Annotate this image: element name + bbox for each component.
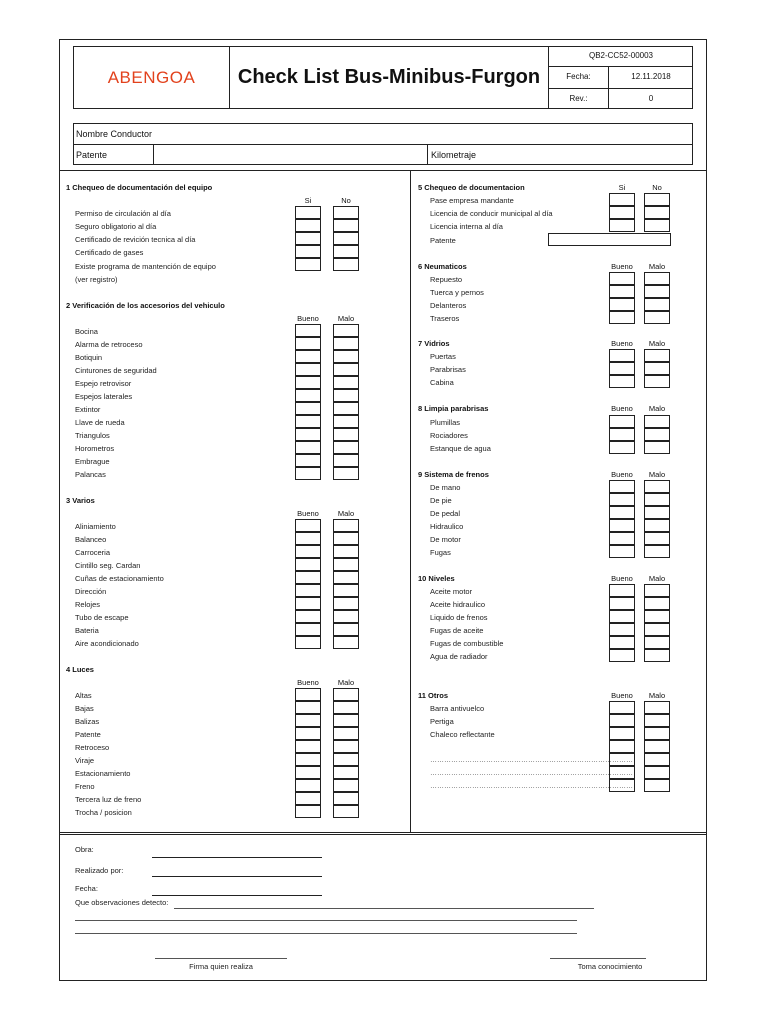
checkbox[interactable]: [609, 701, 635, 714]
s8-col-malo: Malo: [648, 404, 666, 413]
checkbox[interactable]: [609, 311, 635, 324]
checkbox[interactable]: [295, 324, 321, 337]
checkbox[interactable]: [644, 753, 670, 766]
s4-item: Estacionamiento: [75, 769, 131, 778]
s9-item: De motor: [430, 535, 461, 544]
checkbox[interactable]: [644, 272, 670, 285]
s2-item: Bocina: [75, 327, 98, 336]
checkbox[interactable]: [644, 193, 670, 206]
s7-item: Cabina: [430, 378, 454, 387]
s8-col-bueno: Bueno: [611, 404, 633, 413]
obra-line[interactable]: [152, 857, 322, 858]
s9-item: De mano: [430, 483, 461, 492]
observaciones-line[interactable]: [75, 933, 577, 934]
s2-col-malo: Malo: [337, 314, 355, 323]
checkbox[interactable]: [644, 362, 670, 375]
checkbox[interactable]: [609, 193, 635, 206]
checkbox[interactable]: [644, 480, 670, 493]
s2-item: Botiquin: [75, 353, 103, 362]
checkbox[interactable]: [333, 441, 359, 454]
checkbox[interactable]: [609, 285, 635, 298]
s11-col-malo: Malo: [648, 691, 666, 700]
checkbox[interactable]: [609, 532, 635, 545]
checkbox[interactable]: [609, 740, 635, 753]
checkbox[interactable]: [333, 571, 359, 584]
checkbox[interactable]: [295, 454, 321, 467]
checkbox[interactable]: [644, 636, 670, 649]
checkbox[interactable]: [333, 245, 359, 258]
obra-label: Obra:: [75, 845, 94, 854]
checkbox[interactable]: [295, 584, 321, 597]
toma-line[interactable]: [550, 958, 646, 959]
checkbox[interactable]: [644, 285, 670, 298]
checkbox[interactable]: [644, 519, 670, 532]
checkbox[interactable]: [644, 219, 670, 232]
checkbox[interactable]: [609, 714, 635, 727]
s6-item: Repuesto: [430, 275, 463, 284]
checkbox[interactable]: [333, 232, 359, 245]
checkbox[interactable]: [333, 714, 359, 727]
s2-item: Cinturones de seguridad: [75, 366, 157, 375]
s2-item: Llave de rueda: [75, 418, 125, 427]
checkbox[interactable]: [295, 519, 321, 532]
checkbox[interactable]: [295, 376, 321, 389]
checkbox[interactable]: [333, 597, 359, 610]
checkbox[interactable]: [295, 805, 321, 818]
document-code: QB2-CC52-00003: [588, 51, 654, 60]
s10-col-bueno: Bueno: [611, 574, 633, 583]
checkbox[interactable]: [609, 623, 635, 636]
checkbox[interactable]: [644, 584, 670, 597]
checkbox[interactable]: [333, 610, 359, 623]
s4-item: Balizas: [75, 717, 100, 726]
checkbox[interactable]: [295, 363, 321, 376]
toma-label: Toma conocimiento: [577, 962, 643, 971]
checkbox[interactable]: [295, 232, 321, 245]
s10-item: Aceite motor: [430, 587, 473, 596]
checkbox[interactable]: [644, 701, 670, 714]
checkbox[interactable]: [609, 441, 635, 454]
checkbox[interactable]: [644, 428, 670, 441]
checkbox[interactable]: [609, 219, 635, 232]
s3-col-malo: Malo: [337, 509, 355, 518]
checkbox[interactable]: [609, 519, 635, 532]
checkbox[interactable]: [644, 545, 670, 558]
s6-col-bueno: Bueno: [611, 262, 633, 271]
s3-col-bueno: Bueno: [297, 509, 319, 518]
checkbox[interactable]: [644, 623, 670, 636]
s10-item: Liquido de frenos: [430, 613, 488, 622]
checkbox[interactable]: [295, 766, 321, 779]
checkbox[interactable]: [295, 688, 321, 701]
checkbox[interactable]: [333, 727, 359, 740]
s9-col-malo: Malo: [648, 470, 666, 479]
checkbox[interactable]: [295, 219, 321, 232]
s5-col-si: Si: [618, 183, 626, 192]
s5-item: Patente: [430, 236, 456, 245]
checkbox[interactable]: [333, 415, 359, 428]
checkbox[interactable]: [609, 610, 635, 623]
s11-item: Barra antivuelco: [430, 704, 485, 713]
checkbox[interactable]: [295, 571, 321, 584]
checkbox[interactable]: [295, 610, 321, 623]
s3-item: Aliniamiento: [75, 522, 116, 531]
s1-col-no: No: [341, 196, 351, 205]
s9-item: De pie: [430, 496, 452, 505]
section-5-title: 5 Chequeo de documentacion: [418, 183, 525, 192]
observaciones-label: Que observaciones detecto:: [75, 898, 169, 907]
checkbox[interactable]: [295, 415, 321, 428]
realizado-label: Realizado por:: [75, 866, 124, 875]
s4-item: Altas: [75, 691, 92, 700]
checkbox[interactable]: [333, 532, 359, 545]
s11-blank-line[interactable]: ……………………………………………………………………………: [430, 770, 633, 777]
patente-label: Patente: [76, 150, 108, 160]
kilometraje-field[interactable]: [490, 146, 690, 164]
s11-item: Pertiga: [430, 717, 454, 726]
checkbox[interactable]: [295, 206, 321, 219]
s9-item: Fugas: [430, 548, 451, 557]
checkbox[interactable]: [644, 441, 670, 454]
section-6-title: 6 Neumaticos: [418, 262, 467, 271]
checkbox[interactable]: [609, 428, 635, 441]
s6-col-malo: Malo: [648, 262, 666, 271]
s10-col-malo: Malo: [648, 574, 666, 583]
checkbox[interactable]: [333, 766, 359, 779]
checkbox[interactable]: [333, 376, 359, 389]
s2-item: Triangulos: [75, 431, 110, 440]
nombre-conductor-label: Nombre Conductor: [76, 129, 153, 139]
checkbox[interactable]: [333, 219, 359, 232]
checkbox[interactable]: [295, 701, 321, 714]
checkbox[interactable]: [644, 766, 670, 779]
firma-line[interactable]: [155, 958, 287, 959]
checkbox[interactable]: [644, 779, 670, 792]
checkbox[interactable]: [609, 727, 635, 740]
s11-blank-line[interactable]: ……………………………………………………………………………: [430, 757, 633, 764]
checkbox[interactable]: [333, 206, 359, 219]
checkbox[interactable]: [644, 493, 670, 506]
checkbox[interactable]: [644, 714, 670, 727]
section-3-title: 3 Varios: [66, 496, 95, 505]
checkbox[interactable]: [333, 350, 359, 363]
s4-col-malo: Malo: [337, 678, 355, 687]
realizado-line[interactable]: [152, 876, 322, 877]
s8-item: Plumillas: [430, 418, 461, 427]
checkbox[interactable]: [333, 545, 359, 558]
checkbox[interactable]: [609, 649, 635, 662]
section-8-title: 8 Limpia parabrisas: [418, 404, 489, 413]
checkbox[interactable]: [295, 350, 321, 363]
checkbox[interactable]: [295, 337, 321, 350]
checkbox[interactable]: [295, 714, 321, 727]
s5-item: Licencia interna al día: [430, 222, 503, 231]
s3-item: Balanceo: [75, 535, 107, 544]
s3-item: Aire acondicionado: [75, 639, 139, 648]
checkbox[interactable]: [295, 753, 321, 766]
checkbox[interactable]: [609, 636, 635, 649]
patente-input[interactable]: [548, 233, 671, 246]
s9-item: Hidraulico: [430, 522, 464, 531]
checkbox[interactable]: [333, 454, 359, 467]
section-1-title: 1 Chequeo de documentación del equipo: [66, 183, 213, 192]
s4-item: Trocha / posicion: [75, 808, 132, 817]
fecha-line[interactable]: [152, 895, 322, 896]
checkbox[interactable]: [644, 298, 670, 311]
s2-col-bueno: Bueno: [297, 314, 319, 323]
checkbox[interactable]: [644, 311, 670, 324]
s5-item: Licencia de conducir municipal al día: [430, 209, 553, 218]
s3-item: Tubo de escape: [75, 613, 129, 622]
checkbox[interactable]: [333, 519, 359, 532]
s4-item: Retroceso: [75, 743, 110, 752]
s7-item: Puertas: [430, 352, 456, 361]
checkbox[interactable]: [333, 428, 359, 441]
checkbox[interactable]: [333, 688, 359, 701]
checkbox[interactable]: [295, 779, 321, 792]
checkbox[interactable]: [333, 623, 359, 636]
checkbox[interactable]: [295, 258, 321, 271]
s2-item: Espejos laterales: [75, 392, 133, 401]
checkbox[interactable]: [644, 597, 670, 610]
s7-item: Parabrisas: [430, 365, 466, 374]
checkbox[interactable]: [333, 792, 359, 805]
checkbox[interactable]: [295, 545, 321, 558]
checkbox[interactable]: [295, 245, 321, 258]
checkbox[interactable]: [609, 272, 635, 285]
s7-col-malo: Malo: [648, 339, 666, 348]
checkbox[interactable]: [609, 506, 635, 519]
s8-item: Rociadores: [430, 431, 468, 440]
checkbox[interactable]: [295, 532, 321, 545]
s4-item: Viraje: [75, 756, 95, 765]
checkbox[interactable]: [295, 740, 321, 753]
s2-item: Palancas: [75, 470, 106, 479]
checkbox[interactable]: [644, 532, 670, 545]
s5-col-no: No: [652, 183, 662, 192]
s10-item: Agua de radiador: [430, 652, 488, 661]
checkbox[interactable]: [609, 597, 635, 610]
checkbox[interactable]: [333, 467, 359, 480]
checkbox[interactable]: [609, 766, 635, 779]
s1-item-5: Existe programa de mantención de equipo: [75, 262, 216, 271]
s6-item: Delanteros: [430, 301, 467, 310]
s10-item: Fugas de combustible: [430, 639, 504, 648]
checkbox[interactable]: [644, 375, 670, 388]
s6-item: Tuerca y pernos: [430, 288, 484, 297]
s3-item: Bateria: [75, 626, 99, 635]
s9-item: De pedal: [430, 509, 461, 518]
page-title: Check List Bus-Minibus-Furgon: [237, 66, 541, 88]
checkbox[interactable]: [609, 584, 635, 597]
kilometraje-label: Kilometraje: [431, 150, 477, 160]
s4-col-bueno: Bueno: [297, 678, 319, 687]
section-9-title: 9 Sistema de frenos: [418, 470, 489, 479]
s1-item-2: Seguro obligatorio al día: [75, 222, 157, 231]
s2-item: Alarma de retroceso: [75, 340, 143, 349]
checkbox[interactable]: [609, 349, 635, 362]
checkbox[interactable]: [333, 337, 359, 350]
rev-value: 0: [648, 94, 654, 103]
checkbox[interactable]: [609, 206, 635, 219]
checkbox[interactable]: [333, 740, 359, 753]
s3-item: Carroceria: [75, 548, 111, 557]
patente-field[interactable]: [155, 146, 425, 164]
checkbox[interactable]: [644, 727, 670, 740]
checkbox[interactable]: [333, 779, 359, 792]
checkbox[interactable]: [333, 363, 359, 376]
checkbox[interactable]: [609, 298, 635, 311]
checkbox[interactable]: [295, 402, 321, 415]
checkbox[interactable]: [333, 701, 359, 714]
s11-blank-line[interactable]: ……………………………………………………………………………: [430, 783, 633, 790]
s5-item: Pase empresa mandante: [430, 196, 514, 205]
firma-label: Firma quien realiza: [189, 962, 253, 971]
checkbox[interactable]: [295, 623, 321, 636]
checkbox[interactable]: [609, 415, 635, 428]
checkbox[interactable]: [644, 610, 670, 623]
checkbox[interactable]: [644, 740, 670, 753]
observaciones-line[interactable]: [75, 920, 577, 921]
s2-item: Embrague: [75, 457, 110, 466]
checkbox[interactable]: [295, 597, 321, 610]
checkbox[interactable]: [609, 362, 635, 375]
s4-item: Freno: [75, 782, 95, 791]
s9-col-bueno: Bueno: [611, 470, 633, 479]
s1-item-1: Permiso de circulación al día: [75, 209, 171, 218]
checkbox[interactable]: [609, 375, 635, 388]
s4-item: Bajas: [75, 704, 94, 713]
section-4-title: 4 Luces: [66, 665, 94, 674]
checkbox[interactable]: [333, 584, 359, 597]
checkbox[interactable]: [295, 389, 321, 402]
s3-item: Relojes: [75, 600, 101, 609]
checkbox[interactable]: [644, 206, 670, 219]
s10-item: Aceite hidraulico: [430, 600, 486, 609]
checkbox[interactable]: [295, 441, 321, 454]
checkbox[interactable]: [333, 636, 359, 649]
checkbox[interactable]: [333, 805, 359, 818]
checkbox[interactable]: [295, 467, 321, 480]
s2-item: Extintor: [75, 405, 101, 414]
s6-item: Traseros: [430, 314, 460, 323]
checkbox[interactable]: [333, 402, 359, 415]
checkbox[interactable]: [644, 649, 670, 662]
checkbox[interactable]: [295, 727, 321, 740]
s4-item: Tercera luz de freno: [75, 795, 142, 804]
checkbox[interactable]: [609, 480, 635, 493]
s1-item-6: (ver registro): [75, 275, 118, 284]
section-7-title: 7 Vidrios: [418, 339, 450, 348]
s3-item: Cuñas de estacionamiento: [75, 574, 164, 583]
checkbox[interactable]: [333, 389, 359, 402]
s7-col-bueno: Bueno: [611, 339, 633, 348]
s1-col-si: Si: [304, 196, 312, 205]
section-11-title: 11 Otros: [418, 691, 449, 700]
checkbox[interactable]: [333, 258, 359, 271]
checkbox[interactable]: [295, 792, 321, 805]
s4-item: Patente: [75, 730, 101, 739]
s3-item: Cintillo seg. Cardan: [75, 561, 141, 570]
s11-col-bueno: Bueno: [611, 691, 633, 700]
s2-item: Espejo retrovisor: [75, 379, 132, 388]
rev-label: Rev.:: [569, 94, 588, 103]
checkbox[interactable]: [609, 779, 635, 792]
fecha-label: Fecha:: [566, 72, 591, 81]
fecha-value: 12.11.2018: [631, 72, 671, 81]
section-2-title: 2 Verificación de los accesorios del vehiculo: [66, 301, 225, 310]
s1-item-4: Certificado de gases: [75, 248, 144, 257]
checkbox[interactable]: [644, 415, 670, 428]
company-logo: ABENGOA: [107, 67, 196, 87]
nombre-conductor-field[interactable]: [154, 125, 691, 143]
checkbox[interactable]: [333, 324, 359, 337]
checkbox[interactable]: [333, 558, 359, 571]
checkbox[interactable]: [295, 636, 321, 649]
s1-item-3: Certificado de revición tecnica al día: [75, 235, 196, 244]
checkbox[interactable]: [295, 428, 321, 441]
s2-item: Horometros: [75, 444, 115, 453]
checkbox[interactable]: [644, 349, 670, 362]
checkbox[interactable]: [295, 558, 321, 571]
checkbox[interactable]: [609, 493, 635, 506]
checkbox[interactable]: [333, 753, 359, 766]
checkbox[interactable]: [644, 506, 670, 519]
s8-item: Estanque de agua: [430, 444, 491, 453]
s10-item: Fugas de aceite: [430, 626, 484, 635]
s11-item: Chaleco reflectante: [430, 730, 495, 739]
fecha-footer-label: Fecha:: [75, 884, 98, 893]
section-10-title: 10 Niveles: [418, 574, 455, 583]
observaciones-line[interactable]: [174, 908, 594, 909]
s3-item: Dirección: [75, 587, 107, 596]
checkbox[interactable]: [609, 753, 635, 766]
checkbox[interactable]: [609, 545, 635, 558]
